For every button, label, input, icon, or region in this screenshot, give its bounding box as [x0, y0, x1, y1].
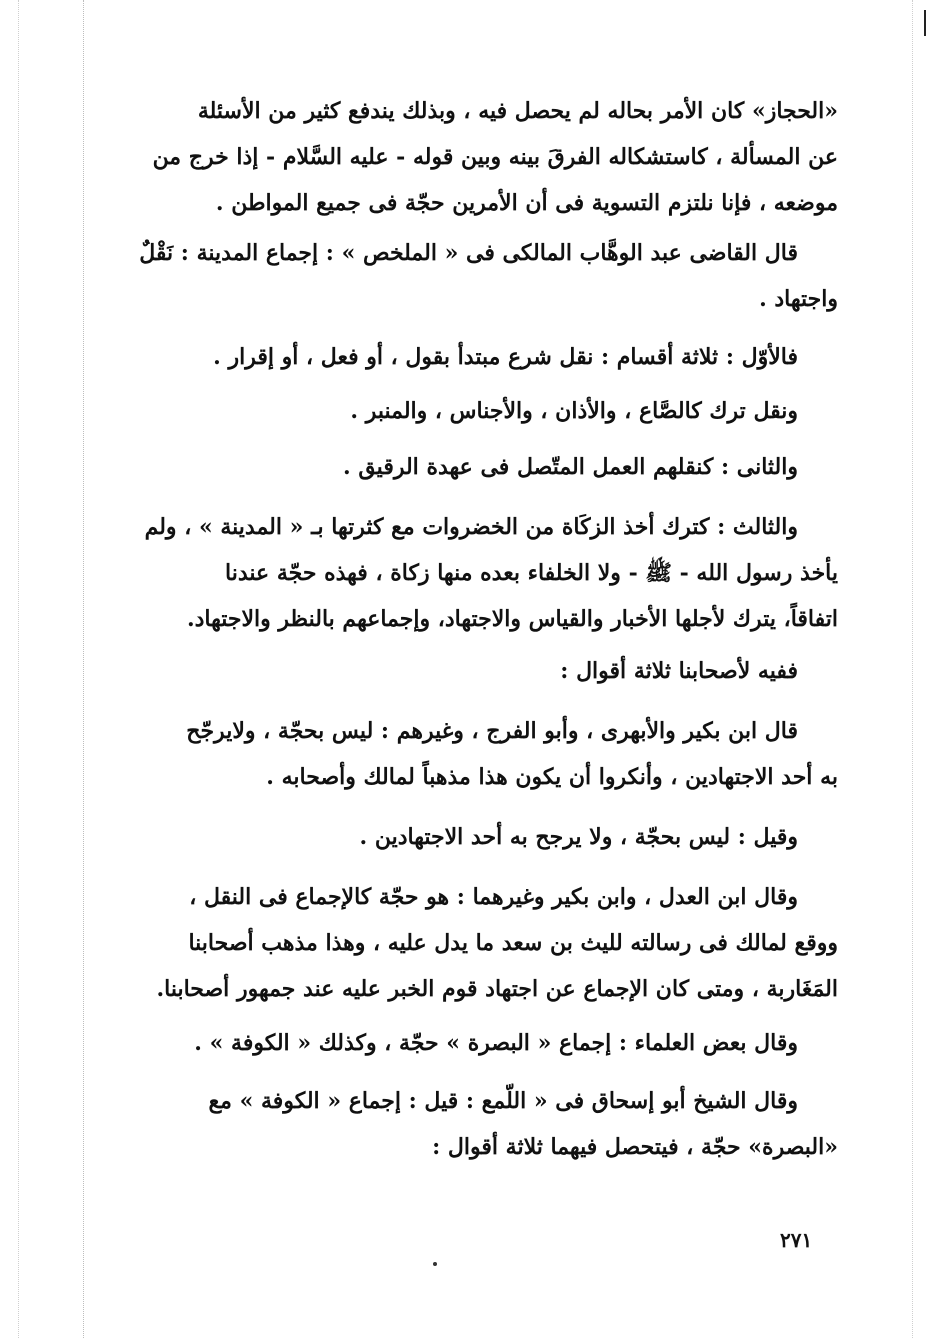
- paragraph: [122, 708, 838, 800]
- text-line: اتفاقاً، يترك لأجلها الأخبار والقياس والاجتهاد، وإجماعهم بالنظر والاجتهاد.: [186, 606, 838, 632]
- paragraph: [122, 230, 838, 322]
- text-line: والثانى : كنقلهم العمل المتّصل فى عهدة الرقيق .: [343, 454, 798, 480]
- text-line: عن المسألة ، كاستشكاله الفرقَ بينه وبين قوله - عليه السَّلام - إذا خرج من: [152, 144, 838, 170]
- text-line: ونقل ترك كالصَّاع ، والأذان ، والأجناس ، والمنبر .: [350, 398, 798, 424]
- paragraph: [122, 504, 838, 642]
- text-line: والثالث : كترك أخذ الزكَاة من الخضروات مع كثرتها بـ « المدينة » ، ولم: [144, 514, 798, 540]
- page-number: ٢٧١: [780, 1228, 813, 1252]
- paragraph: [122, 88, 838, 226]
- scan-dotted-line-left-outer: [18, 0, 19, 1338]
- text-line: يأخذ رسول الله - ﷺ - ولا الخلفاء بعده منها زكاة ، فهذه حجّة عندنا: [225, 560, 838, 586]
- text-line: فالأوّل : ثلاثة أقسام : نقل شرع مبتدأ بقول ، أو فعل ، أو إقرار .: [213, 344, 798, 370]
- text-line: وقال بعض العلماء : إجماع « البصرة » حجّة ، وكذلك « الكوفة » .: [194, 1030, 798, 1056]
- text-line: وقال الشيخ أبو إسحاق فى « اللّمع : قيل : إجماع « الكوفة » مع: [208, 1088, 798, 1114]
- text-line: ووقع لمالك فى رسالته لليث بن سعد ما يدل عليه ، وهذا مذهب أصحابنا: [188, 930, 838, 956]
- text-line: «الحجاز» كان الأمر بحاله لم يحصل فيه ، وبذلك يندفع كثير من الأسئلة: [197, 98, 838, 124]
- text-line: وقال ابن العدل ، وابن بكير وغيرهما : هو حجّة كالإجماع فى النقل ،: [189, 884, 798, 910]
- text-line: ففيه لأصحابنا ثلاثة أقوال :: [560, 658, 798, 684]
- text-line: «البصرة» حجّة ، فيتحصل فيهما ثلاثة أقوال :: [432, 1134, 838, 1160]
- paragraph: [122, 444, 838, 490]
- scan-dotted-line-left: [83, 0, 84, 1338]
- text-line: قال القاضى عبد الوهَّاب المالكى فى « الملخص » : إجماع المدينة : نَقْلٌ: [139, 240, 798, 266]
- paragraph: [122, 388, 838, 434]
- text-line: واجتهاد .: [759, 286, 838, 312]
- text-line: به أحد الاجتهادين ، وأنكروا أن يكون هذا مذهباً لمالك وأصحابه .: [266, 764, 838, 790]
- text-line: المَغَاربة ، ومتى كان الإجماع عن اجتهاد قوم الخبر عليه عند جمهور أصحابنا.: [156, 976, 838, 1002]
- paragraph: [122, 334, 838, 380]
- scan-dotted-line-right: [912, 0, 913, 1338]
- paragraph: [122, 874, 838, 1012]
- text-line: قال ابن بكير والأبهرى ، وأبو الفرج ، وغيرهم : ليس بحجّة ، ولايرجّح: [186, 718, 798, 744]
- text-line: وقيل : ليس بحجّة ، ولا يرجح به أحد الاجتهادين .: [359, 824, 798, 850]
- text-line: موضعه ، فإنا نلتزم التسوية فى أن الأمرين حجّة فى جميع المواطن .: [215, 190, 838, 216]
- scan-speck: [433, 1262, 437, 1266]
- scan-edge-mark: [924, 10, 926, 36]
- paragraph: [122, 1020, 838, 1066]
- paragraph: [122, 648, 838, 694]
- paragraph: [122, 1078, 838, 1170]
- paragraph: [122, 814, 838, 860]
